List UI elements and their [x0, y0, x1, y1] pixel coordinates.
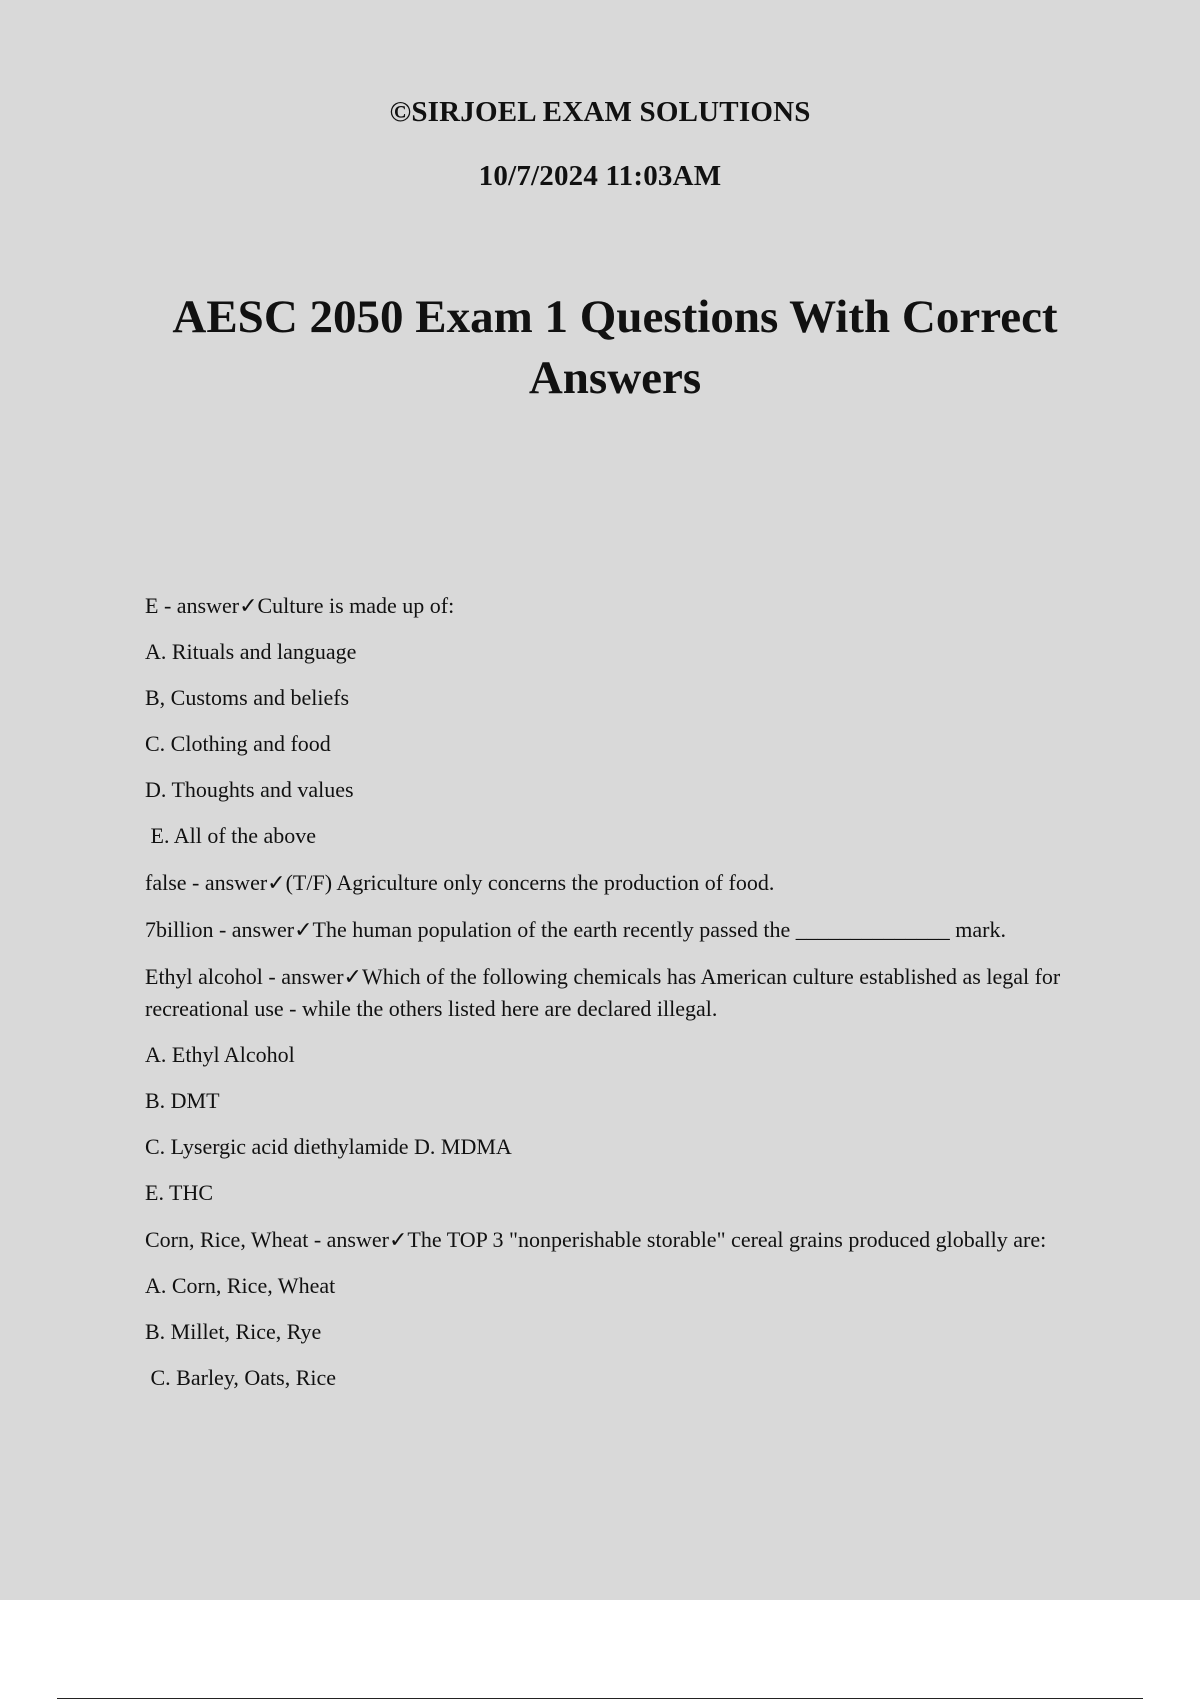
- datetime-header: 10/7/2024 11:03AM: [478, 160, 722, 192]
- option-line: B, Customs and beliefs: [145, 685, 350, 710]
- option-line: A. Rituals and language: [145, 639, 357, 664]
- option-line: C. Clothing and food: [145, 731, 331, 756]
- question-line: E - answer✓Culture is made up of:: [145, 593, 455, 618]
- question-list: [145, 590, 1085, 1394]
- option-line: E. All of the above: [145, 823, 317, 848]
- option-line: B. DMT: [145, 1088, 220, 1113]
- option-line: C. Barley, Oats, Rice: [145, 1365, 337, 1390]
- document-title: AESC 2050 Exam 1 Questions With Correct Answers: [172, 291, 1058, 404]
- footer-divider: [57, 1698, 1143, 1699]
- option-line: E. THC: [145, 1180, 214, 1205]
- option-line: C. Lysergic acid diethylamide D. MDMA: [145, 1134, 512, 1159]
- option-line: A. Ethyl Alcohol: [145, 1042, 295, 1067]
- option-line: A. Corn, Rice, Wheat: [145, 1273, 336, 1298]
- question-line: 7billion - answer✓The human population of the earth recently passed the ______________ mark.: [145, 917, 1006, 942]
- brand-header: ©SIRJOEL EXAM SOLUTIONS: [389, 96, 811, 128]
- question-line: Corn, Rice, Wheat - answer✓The TOP 3 "nonperishable storable" cereal grains produced globally are:: [145, 1227, 1047, 1252]
- question-line: Ethyl alcohol - answer✓Which of the following chemicals has American culture established as legal for recreational use - while the others listed here are declared illegal.: [145, 964, 1066, 1021]
- option-line: D. Thoughts and values: [145, 777, 354, 802]
- question-line: false - answer✓(T/F) Agriculture only concerns the production of food.: [145, 870, 775, 895]
- option-line: B. Millet, Rice, Rye: [145, 1319, 322, 1344]
